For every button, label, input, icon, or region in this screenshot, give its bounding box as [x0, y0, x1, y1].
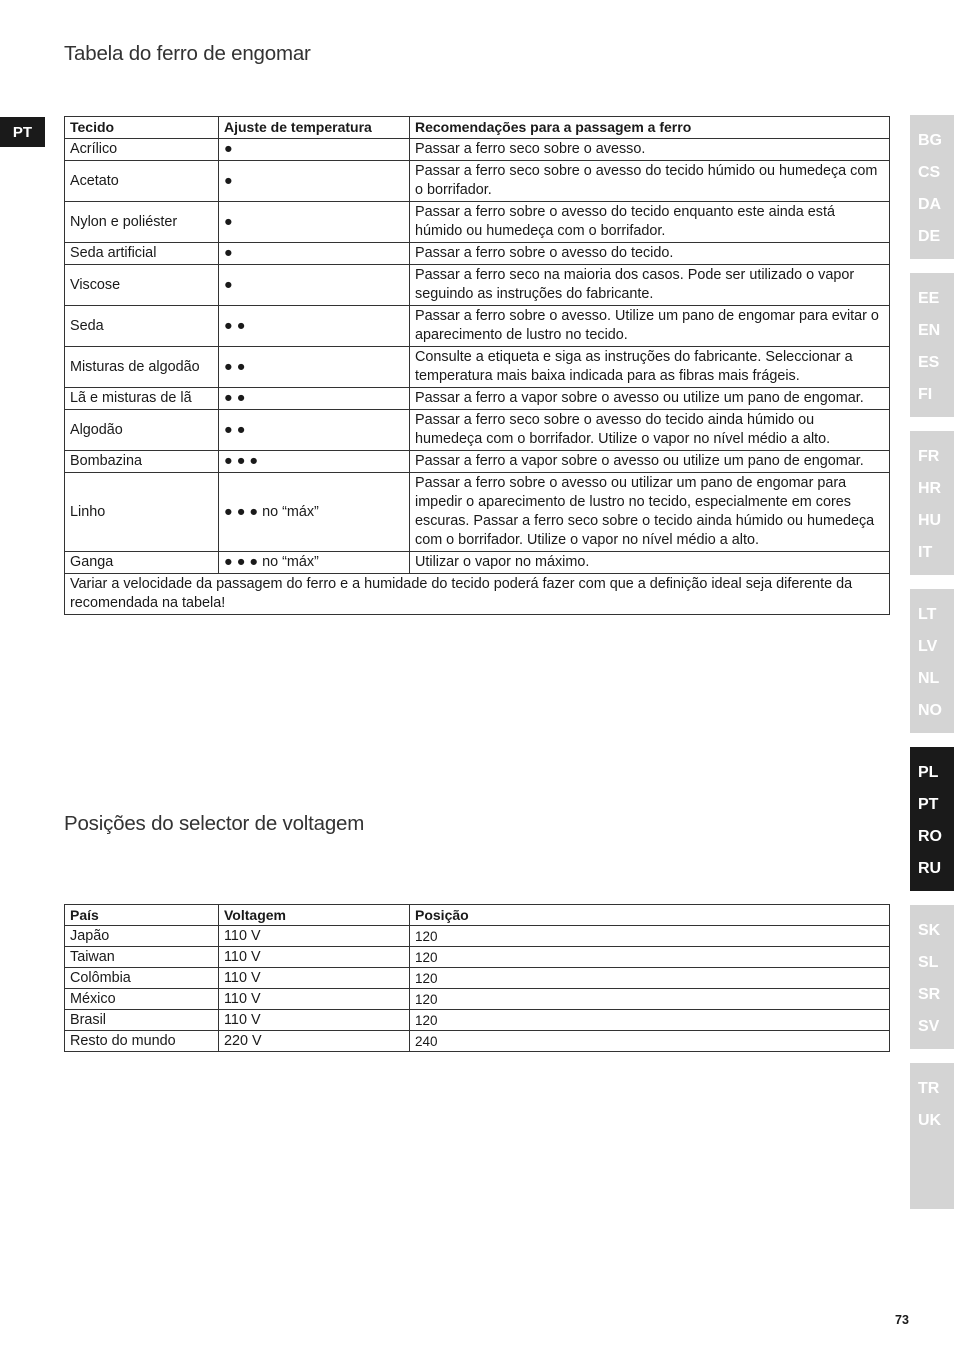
country-cell: Taiwan: [65, 947, 219, 968]
recommendation-cell: Passar a ferro sobre o avesso do tecido.: [410, 243, 890, 265]
table-row: [65, 410, 890, 451]
table-row: [65, 947, 890, 968]
language-tab-hu[interactable]: HU: [918, 512, 942, 529]
position-cell: 120: [410, 947, 890, 968]
language-tab-nl[interactable]: NL: [918, 670, 940, 687]
temperature-cell: ● ●: [219, 388, 410, 410]
recommendation-cell: Passar a ferro sobre o avesso. Utilize um pano de engomar para evitar o aparecimento de lustro no tecido.: [410, 306, 890, 347]
language-tab-uk[interactable]: UK: [918, 1112, 942, 1129]
fabric-cell: Lã e misturas de lã: [65, 388, 219, 410]
table-row: [65, 451, 890, 473]
language-tab-bg[interactable]: BG: [918, 132, 942, 149]
recommendation-cell: Passar a ferro seco sobre o avesso do tecido ainda húmido ou humedeça com o borrifador. Utilize o vapor no nível médio a alto.: [410, 410, 890, 451]
language-tab-lt[interactable]: LT: [918, 606, 937, 623]
table-row: [65, 989, 890, 1010]
language-group: [910, 905, 954, 1049]
language-tab-it[interactable]: IT: [918, 544, 933, 561]
table-row: [65, 306, 890, 347]
recommendation-cell: Passar a ferro a vapor sobre o avesso ou utilize um pano de engomar.: [410, 388, 890, 410]
temperature-cell: ●: [219, 265, 410, 306]
section-title-voltage: Posições do selector de voltagem: [64, 812, 365, 835]
column-header-position: Posição: [410, 905, 890, 926]
column-header-recommendations: Recomendações para a passagem a ferro: [410, 117, 890, 139]
fabric-cell: Misturas de algodão: [65, 347, 219, 388]
fabric-cell: Seda: [65, 306, 219, 347]
temperature-cell: ●: [219, 243, 410, 265]
position-cell: 120: [410, 989, 890, 1010]
table-row: [65, 347, 890, 388]
page-title: Tabela do ferro de engomar: [64, 42, 311, 65]
recommendation-cell: Passar a ferro a vapor sobre o avesso ou utilize um pano de engomar.: [410, 451, 890, 473]
table-header-row: [65, 905, 890, 926]
language-group: [910, 431, 954, 575]
temperature-cell: ● ●: [219, 347, 410, 388]
language-tab-fr[interactable]: FR: [918, 448, 940, 465]
temperature-cell: ● ● ●: [219, 451, 410, 473]
voltage-cell: 220 V: [219, 1031, 410, 1052]
fabric-cell: Nylon e poliéster: [65, 202, 219, 243]
section-language-tab: PT: [0, 117, 45, 147]
language-group: [910, 589, 954, 733]
table-row: [65, 552, 890, 574]
language-tab-sv[interactable]: SV: [918, 1018, 940, 1035]
language-tab-sk[interactable]: SK: [918, 922, 941, 939]
position-cell: 120: [410, 926, 890, 947]
language-tab-ee[interactable]: EE: [918, 290, 940, 307]
table-footnote-row: [65, 574, 890, 615]
voltage-cell: 110 V: [219, 947, 410, 968]
temperature-cell: ● ●: [219, 410, 410, 451]
language-tab-sl[interactable]: SL: [918, 954, 939, 971]
column-header-country: País: [65, 905, 219, 926]
fabric-cell: Linho: [65, 473, 219, 552]
country-cell: Colômbia: [65, 968, 219, 989]
language-tab-ro[interactable]: RO: [918, 828, 942, 845]
temperature-cell: ●: [219, 161, 410, 202]
language-tab-no[interactable]: NO: [918, 702, 942, 719]
table-row: [65, 265, 890, 306]
page-number: 73: [895, 1313, 909, 1327]
ironing-table-body: [65, 139, 890, 574]
table-row: [65, 926, 890, 947]
position-cell: 120: [410, 968, 890, 989]
voltage-cell: 110 V: [219, 968, 410, 989]
voltage-cell: 110 V: [219, 1010, 410, 1031]
temperature-cell: ● ● ● no “máx”: [219, 552, 410, 574]
language-group: [910, 273, 954, 417]
fabric-cell: Acetato: [65, 161, 219, 202]
fabric-cell: Ganga: [65, 552, 219, 574]
temperature-cell: ● ● ● no “máx”: [219, 473, 410, 552]
language-tab-da[interactable]: DA: [918, 196, 942, 213]
voltage-cell: 110 V: [219, 926, 410, 947]
position-cell: 240: [410, 1031, 890, 1052]
recommendation-cell: Passar a ferro seco na maioria dos casos. Pode ser utilizado o vapor seguindo as instruções do fabricante.: [410, 265, 890, 306]
table-row: [65, 139, 890, 161]
recommendation-cell: Passar a ferro sobre o avesso do tecido enquanto este ainda está húmido ou humedeça com o borrifador.: [410, 202, 890, 243]
table-row: [65, 202, 890, 243]
language-group: [910, 115, 954, 259]
language-group: [910, 747, 954, 891]
table-row: [65, 473, 890, 552]
table-row: [65, 1010, 890, 1031]
country-cell: Resto do mundo: [65, 1031, 219, 1052]
table-row: [65, 161, 890, 202]
table-row: [65, 1031, 890, 1052]
recommendation-cell: Passar a ferro seco sobre o avesso.: [410, 139, 890, 161]
voltage-table-body: [65, 926, 890, 1052]
voltage-cell: 110 V: [219, 989, 410, 1010]
recommendation-cell: Consulte a etiqueta e siga as instruções do fabricante. Seleccionar a temperatura mais baixa indicada para as fibras mais frágeis.: [410, 347, 890, 388]
column-header-voltage: Voltagem: [219, 905, 410, 926]
fabric-cell: Acrílico: [65, 139, 219, 161]
language-tab-cs[interactable]: CS: [918, 164, 941, 181]
position-cell: 120: [410, 1010, 890, 1031]
fabric-cell: Algodão: [65, 410, 219, 451]
language-tab-es[interactable]: ES: [918, 354, 940, 371]
table-row: [65, 968, 890, 989]
recommendation-cell: Passar a ferro sobre o avesso ou utilizar um pano de engomar para impedir o aparecimento de lustro no tecido, especialmente em cores escuras. Passar a ferro seco sobre o tecido ainda húmido ou humedeça com o borrifador. Utilize o vapor no nível médio a alto.: [410, 473, 890, 552]
country-cell: Brasil: [65, 1010, 219, 1031]
voltage-table: [64, 904, 890, 1052]
table-row: [65, 243, 890, 265]
language-tab-pt[interactable]: PT: [918, 796, 939, 813]
language-tab-fi[interactable]: FI: [918, 386, 933, 403]
country-cell: México: [65, 989, 219, 1010]
language-tab-lv[interactable]: LV: [918, 638, 938, 655]
language-tab-ru[interactable]: RU: [918, 860, 942, 877]
column-header-fabric: Tecido: [65, 117, 219, 139]
language-tab-pl[interactable]: PL: [918, 764, 939, 781]
recommendation-cell: Passar a ferro seco sobre o avesso do tecido húmido ou humedeça com o borrifador.: [410, 161, 890, 202]
language-tab-en[interactable]: EN: [918, 322, 941, 339]
language-group: [910, 1063, 954, 1209]
table-header-row: [65, 117, 890, 139]
language-tab-tr[interactable]: TR: [918, 1080, 940, 1097]
ironing-table: [64, 116, 890, 615]
language-tab-sr[interactable]: SR: [918, 986, 941, 1003]
temperature-cell: ●: [219, 202, 410, 243]
recommendation-cell: Utilizar o vapor no máximo.: [410, 552, 890, 574]
column-header-temperature: Ajuste de temperatura: [219, 117, 410, 139]
country-cell: Japão: [65, 926, 219, 947]
fabric-cell: Seda artificial: [65, 243, 219, 265]
language-sidebar: [910, 115, 954, 1223]
language-tab-hr[interactable]: HR: [918, 480, 942, 497]
table-footnote: Variar a velocidade da passagem do ferro e a humidade do tecido poderá fazer com que a definição ideal seja diferente da recomendada na tabela!: [65, 574, 890, 615]
table-row: [65, 388, 890, 410]
fabric-cell: Viscose: [65, 265, 219, 306]
language-tab-de[interactable]: DE: [918, 228, 941, 245]
fabric-cell: Bombazina: [65, 451, 219, 473]
temperature-cell: ●: [219, 139, 410, 161]
temperature-cell: ● ●: [219, 306, 410, 347]
